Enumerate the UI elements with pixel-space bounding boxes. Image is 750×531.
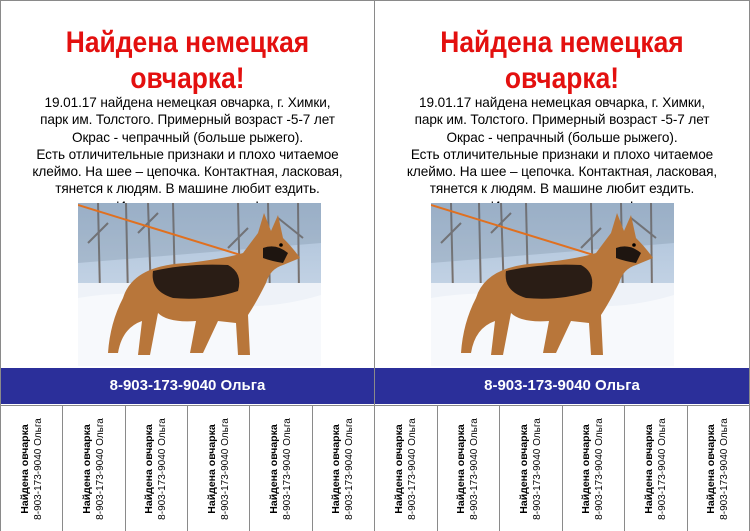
tab-title: Найдена овчарка: [642, 423, 655, 514]
tear-off-tab: [375, 405, 438, 531]
tab-title: Найдена овчарка: [392, 423, 405, 514]
body-line: Окрас - чепрачный (больше рыжего).: [446, 129, 678, 145]
tab-title: Найдена овчарка: [205, 423, 218, 514]
tab-phone: 8-903-173-9040 Ольга: [469, 417, 481, 520]
body-line: парк им. Толстого. Примерный возраст -5-7 лет: [40, 112, 335, 128]
tear-off-tab: [563, 405, 626, 531]
tab-title: Найдена овчарка: [580, 423, 593, 514]
tear-off-tabs: [1, 405, 374, 531]
flyer-title: [23, 25, 351, 97]
tab-title: Найдена овчарка: [267, 423, 280, 514]
tear-off-tab: [126, 405, 188, 531]
tab-phone: 8-903-173-9040 Ольга: [32, 417, 44, 520]
tab-title: Найдена овчарка: [330, 423, 343, 514]
flyer-right: [374, 0, 750, 531]
tab-phone: 8-903-173-9040 Ольга: [281, 417, 293, 520]
body-line: 19.01.17 найдена немецкая овчарка, г. Химки,: [44, 95, 331, 110]
tear-off-tab: [688, 405, 750, 531]
tear-off-tab: [313, 405, 374, 531]
tear-off-tab: [500, 405, 563, 531]
body-line: Есть отличительные признаки и плохо читаемое: [36, 146, 339, 162]
tab-phone: 8-903-173-9040 Ольга: [719, 417, 731, 520]
tear-off-tab: [250, 405, 312, 531]
body-line: Окрас - чепрачный (больше рыжего).: [71, 129, 303, 145]
tab-phone: 8-903-173-9040 Ольга: [219, 417, 231, 520]
tear-off-tab: [1, 405, 63, 531]
flyer-left: [0, 0, 374, 531]
tear-off-tabs: [375, 405, 749, 531]
flyer-description: [5, 94, 370, 215]
title-line-1: Найдена немецкая: [65, 26, 310, 59]
phone-bar: 8-903-173-9040 Ольга: [1, 368, 374, 404]
tear-off-tab: [63, 405, 125, 531]
tab-title: Найдена овчарка: [455, 423, 468, 514]
tab-title: Найдена овчарка: [143, 423, 156, 514]
dog-photo: [78, 203, 321, 366]
tab-phone: 8-903-173-9040 Ольга: [94, 417, 106, 520]
tab-phone: 8-903-173-9040 Ольга: [157, 417, 169, 520]
tab-phone: 8-903-173-9040 Ольга: [406, 417, 418, 520]
body-line: 19.01.17 найдена немецкая овчарка, г. Химки,: [419, 95, 705, 110]
flyer-description: [379, 94, 745, 215]
tear-off-tab: [188, 405, 250, 531]
phone-bar: 8-903-173-9040 Ольга: [375, 368, 749, 404]
body-line: тянется к людям. В машине любит ездить.: [55, 181, 320, 197]
body-line: клеймо. На шее – цепочка. Контактная, ласковая,: [406, 164, 718, 180]
flyer-title: [397, 25, 726, 97]
tab-phone: 8-903-173-9040 Ольга: [531, 417, 543, 520]
tab-title: Найдена овчарка: [517, 423, 530, 514]
body-line: Есть отличительные признаки и плохо читаемое: [410, 146, 714, 162]
tab-title: Найдена овчарка: [18, 423, 31, 514]
tear-off-tab: [625, 405, 688, 531]
body-line: тянется к людям. В машине любит ездить.: [429, 181, 695, 197]
dog-photo: [431, 203, 674, 366]
title-line-2: овчарка!: [130, 62, 245, 95]
tab-phone: 8-903-173-9040 Ольга: [344, 417, 356, 520]
title-line-1: Найдена немецкая: [440, 26, 684, 59]
tear-off-tab: [438, 405, 501, 531]
body-line: парк им. Толстого. Примерный возраст -5-7 лет: [414, 112, 710, 128]
tab-title: Найдена овчарка: [80, 423, 93, 514]
tab-phone: 8-903-173-9040 Ольга: [656, 417, 668, 520]
title-line-2: овчарка!: [504, 62, 620, 95]
body-line: клеймо. На шее – цепочка. Контактная, ласковая,: [32, 164, 343, 180]
tab-title: Найдена овчарка: [705, 423, 718, 514]
tab-phone: 8-903-173-9040 Ольга: [594, 417, 606, 520]
